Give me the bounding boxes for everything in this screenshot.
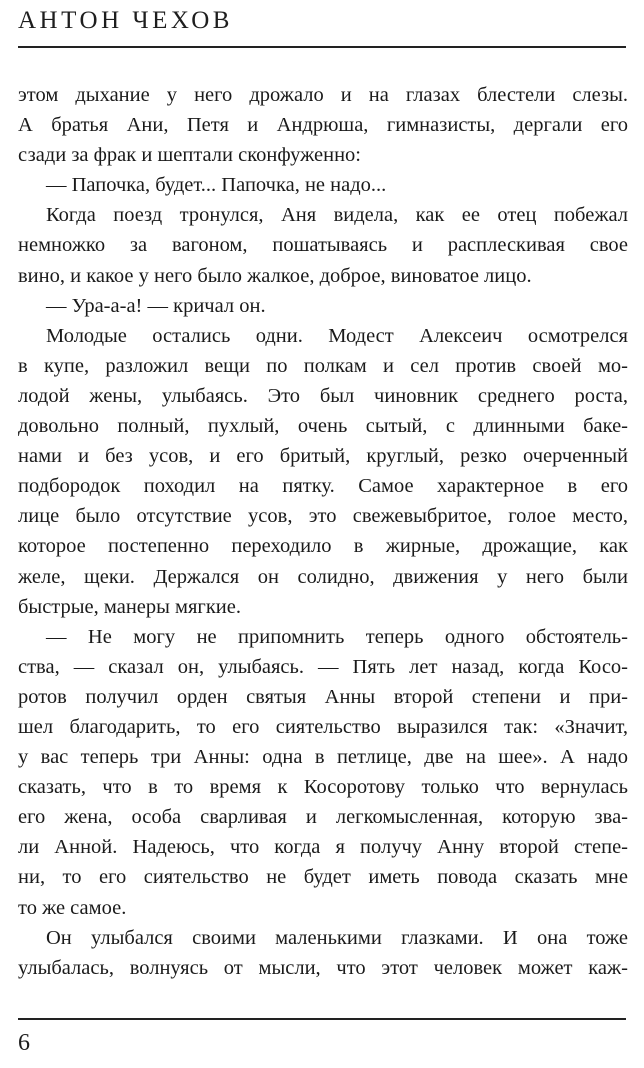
text-line: — Папочка, будет... Папочка, не надо... [46, 174, 387, 197]
text-line: ротов получил орден святыя Анны второй степени и при- [18, 685, 628, 708]
text-line: лодой жены, улыбаясь. Это был чиновник среднего роста, [18, 384, 628, 407]
text-line: ни, то его сиятельство не будет иметь повода сказать мне [18, 866, 628, 889]
text-line: — Не могу не припомнить теперь одного обстоятель- [46, 625, 628, 648]
text-line: вино, и какое у него было жалкое, доброе, виноватое лицо. [18, 264, 532, 287]
text-line: у вас теперь три Анны: одна в петлице, две на шее». А надо [18, 746, 628, 769]
running-head-author: АНТОН ЧЕХОВ [18, 7, 233, 34]
text-line: ства, — сказал он, улыбаясь. — Пять лет назад, когда Косо- [18, 655, 628, 678]
body-text [18, 80, 628, 983]
text-line: сказать, что в то время к Косоротову только что вернулась [18, 776, 628, 799]
text-line: лице было отсутствие усов, это свежевыбритое, голое место, [18, 505, 628, 528]
text-line: желе, щеки. Держался он солидно, движения у него были [18, 565, 628, 588]
text-line: подбородок походил на пятку. Самое характерное в его [18, 475, 628, 498]
footer-rule [18, 1018, 626, 1020]
text-line: — Ура-а-а! — кричал он. [46, 294, 266, 317]
text-line: сзади за фрак и шептали сконфуженно: [18, 144, 362, 167]
text-line: Он улыбался своими маленькими глазками. И она тоже [46, 926, 628, 949]
page-number: 6 [18, 1030, 30, 1056]
text-line: этом дыхание у него дрожало и на глазах блестели слезы. [18, 84, 628, 106]
text-line: шел благодарить, то его сиятельство выразился так: «Значит, [18, 715, 628, 738]
text-line: улыбалась, волнуясь от мысли, что этот человек может каж- [18, 956, 628, 979]
text-line: довольно полный, пухлый, очень сытый, с длинными баке- [18, 415, 628, 438]
text-line: которое постепенно переходило в жирные, дрожащие, как [18, 535, 628, 558]
text-line: Когда поезд тронулся, Аня видела, как ее отец побежал [46, 204, 628, 227]
text-line: немножко за вагоном, пошатываясь и расплескивая свое [18, 234, 628, 257]
text-line: то же самое. [18, 896, 127, 919]
text-line: нами и без усов, и его бритый, круглый, резко очерченный [18, 445, 628, 468]
text-line: в купе, разложил вещи по полкам и сел против своей мо- [18, 354, 628, 377]
header-rule [18, 46, 626, 48]
text-line: Молодые остались одни. Модест Алексеич осмотрелся [46, 324, 628, 347]
text-line: его жена, особа сварливая и легкомысленная, которую зва- [18, 806, 628, 829]
text-line: А братья Ани, Петя и Андрюша, гимназисты, дергали его [18, 114, 628, 137]
text-line: ли Анной. Надеюсь, что когда я получу Анну второй степе- [18, 836, 628, 859]
text-line: быстрые, манеры мягкие. [18, 595, 241, 618]
